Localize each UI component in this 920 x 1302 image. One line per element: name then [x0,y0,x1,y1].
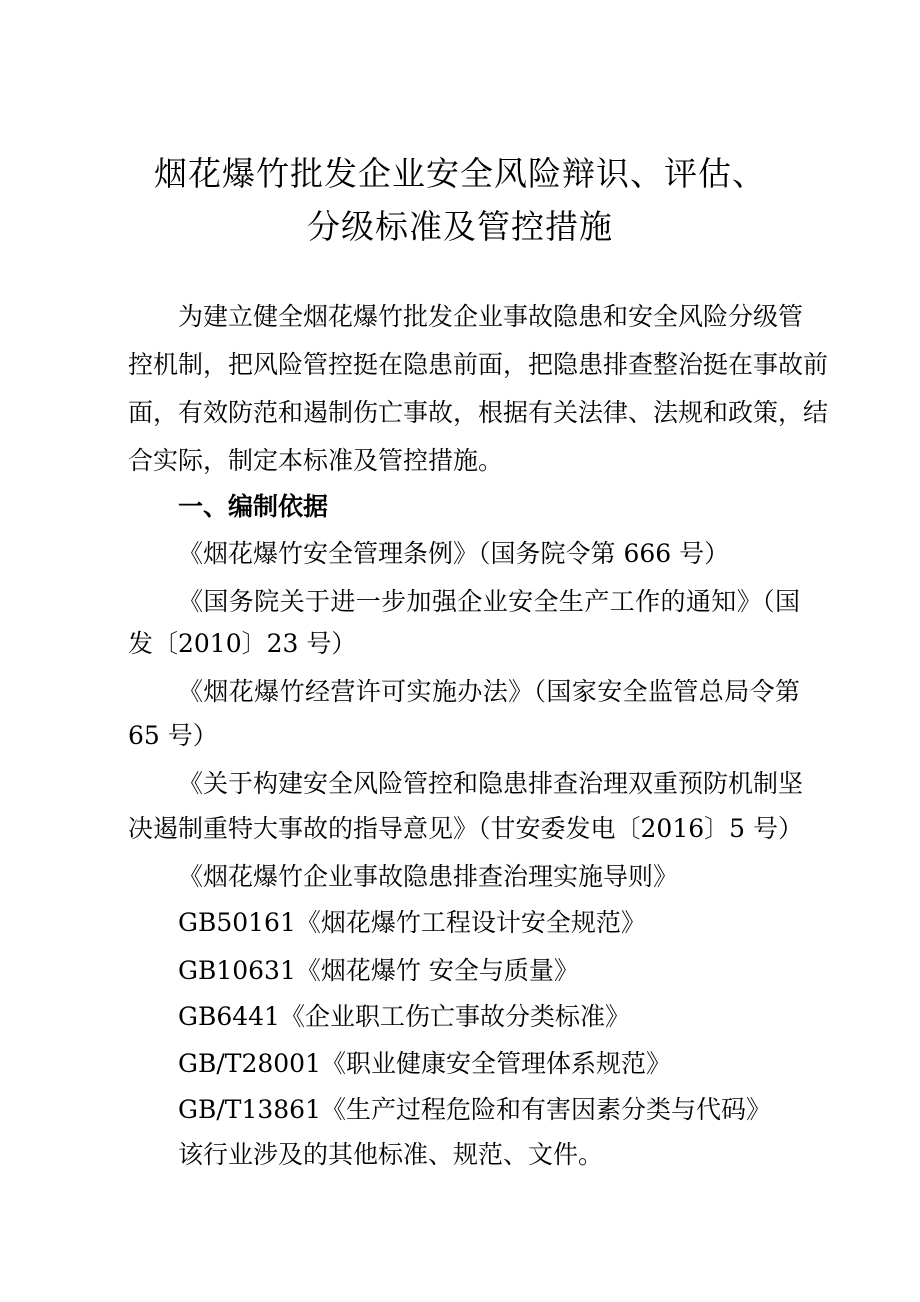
basis-item: 《烟花爆竹安全管理条例》（国务院令第 666 号） [178,539,730,568]
basis-item: 《烟花爆竹经营许可实施办法》（国家安全监管总局令第 [178,677,800,706]
intro-paragraph-line-2: 控机制，把风险管控挺在隐患前面，把隐患排查整治挺在事故前 [128,350,829,379]
basis-item: 《关于构建安全风险管控和隐患排查治理双重预防机制坚 [178,769,804,798]
basis-item: GB/T13861《生产过程危险和有害因素分类与代码》 [178,1095,771,1124]
basis-item: 《烟花爆竹企业事故隐患排查治理实施导则》 [178,862,679,891]
basis-item: GB6441《企业职工伤亡事故分类标准》 [178,1002,630,1031]
document-title-line-2: 分级标准及管控措施 [307,207,613,246]
basis-item: GB/T28001《职业健康安全管理体系规范》 [178,1049,671,1078]
basis-item-continuation: 发〔2010〕23 号） [128,629,357,658]
intro-paragraph-line-1: 为建立健全烟花爆竹批发企业事故隐患和安全风险分级管 [178,302,804,331]
intro-paragraph-line-3: 面，有效防范和遏制伤亡事故，根据有关法律、法规和政策，结 [128,398,829,427]
intro-paragraph-line-4: 合实际，制定本标准及管控措施。 [128,446,504,475]
basis-item: 《国务院关于进一步加强企业安全生产工作的通知》（国 [178,587,800,616]
basis-item: GB10631《烟花爆竹 安全与质量》 [178,956,579,985]
basis-item: 该行业涉及的其他标准、规范、文件。 [178,1140,604,1169]
basis-item: GB50161《烟花爆竹工程设计安全规范》 [178,908,646,937]
section-heading-basis: 一、编制依据 [178,492,329,521]
basis-item-continuation: 65 号） [128,721,218,750]
document-title-line-1: 烟花爆竹批发企业安全风险辩识、评估、 [154,154,766,193]
basis-item-continuation: 决遏制重特大事故的指导意见》（甘安委发电〔2016〕5 号） [128,814,803,843]
